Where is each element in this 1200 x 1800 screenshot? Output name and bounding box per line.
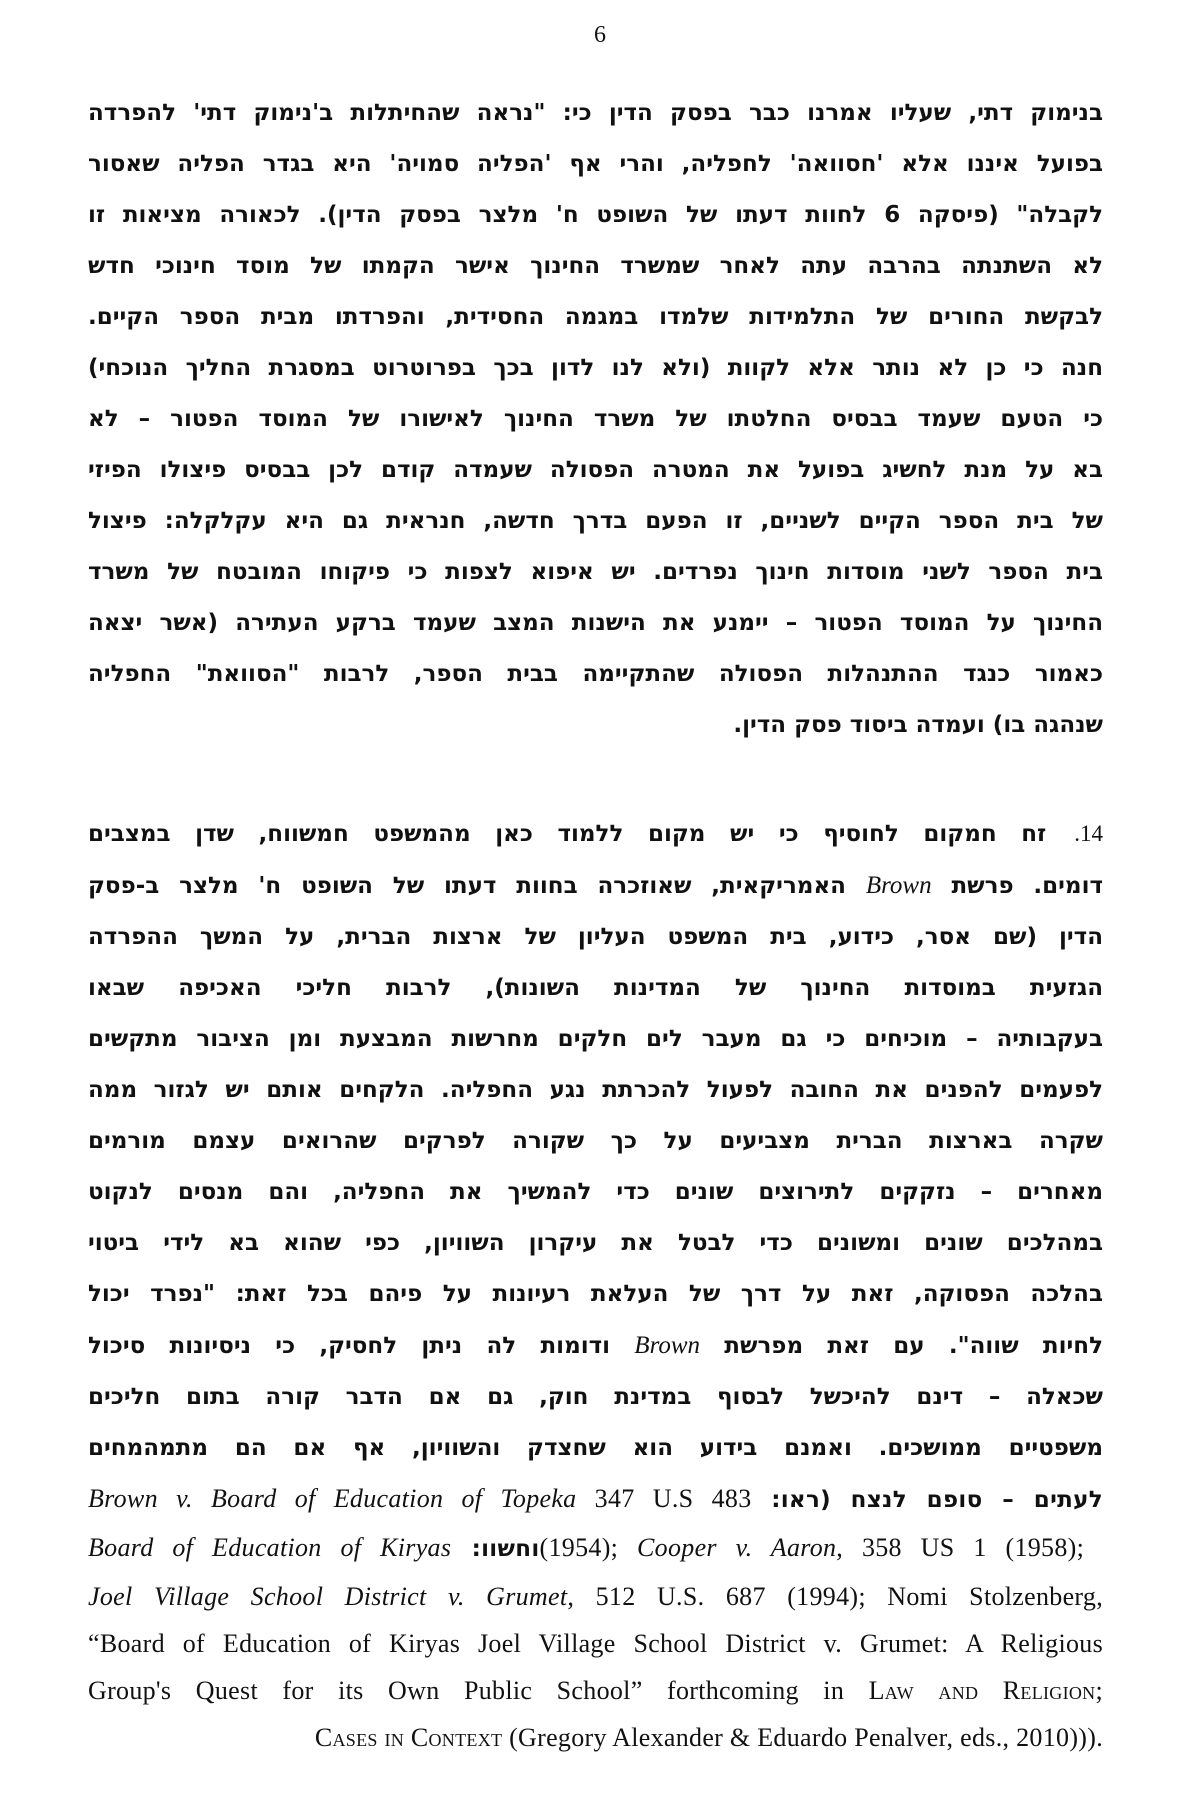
case-name: Joel Village School District v. Grumet xyxy=(88,1582,568,1611)
citation: ; xyxy=(1095,1676,1103,1705)
citation: Group's Quest for its Own Public School” forthcoming in xyxy=(88,1676,869,1705)
text-line: לבקשת החורים של התלמידות שלמדו במגמה החסידית, והפרדתו מבית הספר הקיים. xyxy=(88,304,1103,330)
reference-line xyxy=(88,1714,1103,1761)
citation: , 512 U.S. 687 (1994); Nomi Stolzenberg, xyxy=(567,1582,1103,1611)
text-line: החינוך על המוסד הפטור – יימנע את הישנות המצב שעמד ברקע העתירה (אשר יצאה xyxy=(88,610,1103,636)
text-line: שנהגה בו) ועמדה ביסוד פסק הדין. xyxy=(733,712,1103,738)
references xyxy=(88,1475,1103,1761)
reference-segment xyxy=(88,1484,752,1513)
text-segment: ודומות לה ניתן לחסיק, כי ניסיונות סיכול xyxy=(88,1333,635,1359)
text-line: כאמור כנגד ההתנהלות הפסולה שהתקיימה בבית הספר, לרבות "הסוואת" החפליה xyxy=(88,661,1103,687)
text-line: לקבלה" (פיסקה 6 לחוות דעתו של השופט ח' מלצר בפסק הדין). לכאורה מציאות זו xyxy=(88,202,1103,228)
citation: (Gregory Alexander & Eduardo Penalver, eds., 2010) xyxy=(502,1723,1079,1752)
text-segment: .(( xyxy=(1078,1723,1103,1752)
reference-line xyxy=(88,1667,1103,1714)
citation: 347 U.S 483 xyxy=(576,1484,752,1513)
reference-segment xyxy=(637,1533,1103,1562)
reference-line: “Board of Education of Kiryas Joel Village School District v. Grumet: A Religious xyxy=(88,1629,1103,1658)
text-line: הגזעית במוסדות החינוך של המדינות השונות), לרבות חליכי האכיפה שבאו xyxy=(88,975,1103,1001)
text-line: מאחרים – נזקקים לתירוצים שונים כדי להמשיך את החפליה, והם מנסים לנקוט xyxy=(88,1179,1103,1205)
text-line: שקרה בארצות הברית מצביעים על כך שקורה לפרקים שהרואים עצמם מורמים xyxy=(88,1128,1103,1154)
paragraph-continuation xyxy=(88,88,1103,751)
text-line: במהלכים שונים ומשונים כדי לבטל את עיקרון השוויון, כפי שהוא בא לידי ביטוי xyxy=(88,1230,1103,1256)
text-line: כי הטעם שעמד בבסיס החלטתו של משרד החינוך לאישורו של המוסד הפטור – לא xyxy=(88,406,1103,432)
page-number: 6 xyxy=(594,22,606,48)
case-name: Brown v. Board of Education of Topeka xyxy=(88,1484,577,1513)
text-segment: לעתים – סופם לנצח (ראו: xyxy=(751,1487,1103,1513)
case-name: Brown xyxy=(865,872,932,899)
text-line: בעקבותיה – מוכיחים כי גם מעבר לים חלקים מחרשות המבצעת ומן הציבור מתקשים xyxy=(88,1026,1103,1052)
text-line: בא על מנת לחשיג בפועל את המטרה הפסולה שעמדה קודם לכן בבסיס פיצולו הפיזי xyxy=(88,457,1103,483)
text-segment: האמריקאית, שאוזכרה בחוות דעתו של השופט ח' מלצר ב-פסק xyxy=(88,873,866,899)
text-segment: וחשוו: xyxy=(451,1536,540,1562)
paragraph-number: 14. xyxy=(1074,821,1103,846)
text-line xyxy=(88,808,1103,860)
reference-line xyxy=(88,1524,1103,1573)
citation: , 358 US 1 (1958); xyxy=(836,1533,1103,1562)
text-line: חנה כי כן לא נותר אלא לקוות (ולא לנו לדון בכך בפרוטרוט במסגרת החליך הנוכחי) xyxy=(88,355,1103,381)
text-segment: דומים. פרשת xyxy=(931,873,1103,899)
text-line: בהלכה הפסוקה, זאת על דרך של העלאת רעיונות על פיהם בכל זאת: "נפרד יכול xyxy=(88,1281,1103,1307)
text-line xyxy=(88,860,1103,912)
case-name: Cooper v. Aaron xyxy=(637,1533,837,1562)
journal-name: Law and Religion xyxy=(868,1676,1096,1705)
case-name: Brown xyxy=(634,1332,701,1359)
text-segment: זח חמקום לחוסיף כי יש מקום ללמוד כאן מהמשפט חמשווח, שדן במצבים xyxy=(88,821,1047,847)
text-line: לא השתנתה בהרבה עתה לאחר שמשרד החינוך אישר הקמתו של מוסד חינוכי חדש xyxy=(88,253,1103,279)
text-segment: לחיות שווה". עם זאת מפרשת xyxy=(700,1333,1103,1359)
text-line: לפעמים להפנים את החובה לפעול להכרתת נגע החפליה. הלקחים אותם יש לגזור ממה xyxy=(88,1077,1103,1103)
paragraph-14 xyxy=(88,808,1103,1474)
text-line: שכאלה – דינם להיכשל לבסוף במדינת חוק, גם אם הדבר קורה בתום חליכים xyxy=(88,1384,1103,1410)
case-name: Board of Education of Kiryas xyxy=(88,1533,452,1562)
book-name: Cases in Context xyxy=(314,1723,503,1752)
citation: (1954); xyxy=(539,1533,638,1562)
text-line: בית הספר לשני מוסדות חינוך נפרדים. יש איפוא לצפות כי פיקוחו המובטח של משרד xyxy=(88,559,1103,585)
text-line: הדין (שם אסר, כידוע, בית המשפט העליון של ארצות הברית, על המשך ההפרדה xyxy=(88,924,1103,950)
reference-line xyxy=(88,1573,1103,1620)
text-line xyxy=(88,1320,1103,1372)
text-line: בפועל איננו אלא 'חסוואה' לחפליה, והרי אף 'הפליה סמויה' היא בגדר הפליה שאסור xyxy=(88,151,1103,177)
reference-segment xyxy=(315,1723,1078,1752)
text-line: משפטיים ממושכים. ואמנם בידוע הוא שחצדק והשוויון, אף אם הם מתמהמחים xyxy=(88,1435,1103,1461)
reference-line xyxy=(88,1475,1103,1524)
text-line: של בית הספר הקיים לשניים, זו הפעם בדרך חדשה, חנראית גם היא עקלקלה: פיצול xyxy=(88,508,1103,534)
text-line: בנימוק דתי, שעליו אמרנו כבר בפסק הדין כי: "נראה שהחיתלות ב'נימוק דתי' להפרדה xyxy=(88,100,1103,126)
